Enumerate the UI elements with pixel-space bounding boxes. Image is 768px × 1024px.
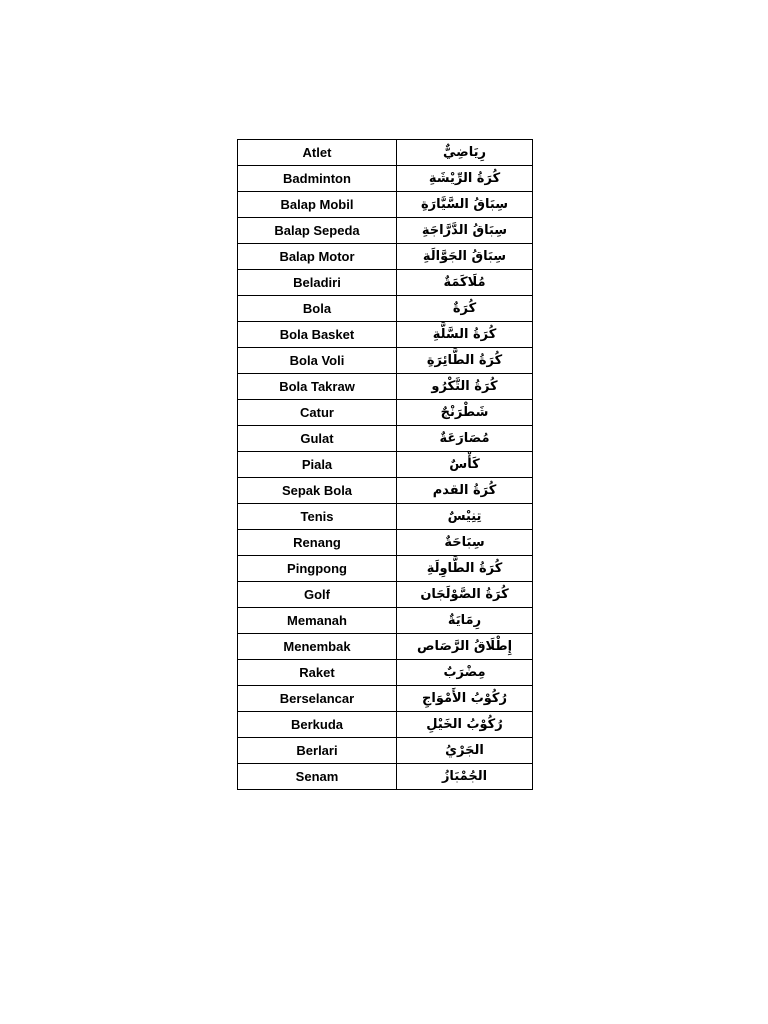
arabic-term: كُرَةُ الطَّائِرَةِ bbox=[397, 348, 533, 374]
table-row bbox=[238, 322, 533, 348]
arabic-term: سِبَاقُ السَّيَّارَةِ bbox=[397, 192, 533, 218]
table-row bbox=[238, 348, 533, 374]
indonesian-term: Piala bbox=[238, 452, 397, 478]
indonesian-term: Renang bbox=[238, 530, 397, 556]
arabic-term: كُرَةُ الطَّاوِلَةِ bbox=[397, 556, 533, 582]
indonesian-term: Memanah bbox=[238, 608, 397, 634]
table-row bbox=[238, 166, 533, 192]
table-row bbox=[238, 192, 533, 218]
arabic-term: رُكُوْبُ الأَمْوَاجِ bbox=[397, 686, 533, 712]
arabic-term: كُرَةُ الصَّوْلَجَان bbox=[397, 582, 533, 608]
table-row bbox=[238, 218, 533, 244]
indonesian-term: Berlari bbox=[238, 738, 397, 764]
indonesian-term: Senam bbox=[238, 764, 397, 790]
table-row bbox=[238, 582, 533, 608]
table-row bbox=[238, 738, 533, 764]
indonesian-term: Pingpong bbox=[238, 556, 397, 582]
table-row bbox=[238, 478, 533, 504]
table-row bbox=[238, 140, 533, 166]
arabic-term: مُصَارَعَةٌ bbox=[397, 426, 533, 452]
arabic-term: الجُمْبَازُ bbox=[397, 764, 533, 790]
arabic-term: مِضْرَبٌ bbox=[397, 660, 533, 686]
arabic-term: إِطْلَاقُ الرَّصَاص bbox=[397, 634, 533, 660]
arabic-term: رِمَايَةٌ bbox=[397, 608, 533, 634]
arabic-term: الجَرْيُ bbox=[397, 738, 533, 764]
table-row bbox=[238, 556, 533, 582]
arabic-term: سِبَاحَةٌ bbox=[397, 530, 533, 556]
arabic-term: كُرَةٌ bbox=[397, 296, 533, 322]
table-row bbox=[238, 374, 533, 400]
indonesian-term: Balap Motor bbox=[238, 244, 397, 270]
table-row bbox=[238, 270, 533, 296]
indonesian-term: Bola Takraw bbox=[238, 374, 397, 400]
indonesian-term: Beladiri bbox=[238, 270, 397, 296]
arabic-term: كُرَةُ الرِّيْشَةِ bbox=[397, 166, 533, 192]
table-row bbox=[238, 504, 533, 530]
indonesian-term: Badminton bbox=[238, 166, 397, 192]
indonesian-term: Tenis bbox=[238, 504, 397, 530]
table-row bbox=[238, 244, 533, 270]
table-row bbox=[238, 712, 533, 738]
indonesian-term: Berselancar bbox=[238, 686, 397, 712]
indonesian-term: Bola Basket bbox=[238, 322, 397, 348]
arabic-term: كُرَةُ التَّكْرُو bbox=[397, 374, 533, 400]
indonesian-term: Raket bbox=[238, 660, 397, 686]
table-row bbox=[238, 296, 533, 322]
arabic-term: كُرَةُ السَّلَّةِ bbox=[397, 322, 533, 348]
indonesian-term: Balap Sepeda bbox=[238, 218, 397, 244]
indonesian-term: Sepak Bola bbox=[238, 478, 397, 504]
arabic-term: رُكُوْبُ الخَيْلِ bbox=[397, 712, 533, 738]
indonesian-term: Bola Voli bbox=[238, 348, 397, 374]
table-row bbox=[238, 660, 533, 686]
indonesian-term: Menembak bbox=[238, 634, 397, 660]
table-row bbox=[238, 530, 533, 556]
indonesian-term: Atlet bbox=[238, 140, 397, 166]
table-row bbox=[238, 400, 533, 426]
table-row bbox=[238, 608, 533, 634]
indonesian-term: Berkuda bbox=[238, 712, 397, 738]
table-row bbox=[238, 426, 533, 452]
arabic-term: سِبَاقُ الدَّرَّاجَةِ bbox=[397, 218, 533, 244]
arabic-term: سِبَاقُ الجَوَّالَةِ bbox=[397, 244, 533, 270]
arabic-term: رِيَاضِيٌّ bbox=[397, 140, 533, 166]
table-row bbox=[238, 452, 533, 478]
arabic-term: تِنِيْسٌ bbox=[397, 504, 533, 530]
indonesian-term: Catur bbox=[238, 400, 397, 426]
vocabulary-table-body bbox=[238, 140, 533, 790]
arabic-term: مُلَاكَمَةٌ bbox=[397, 270, 533, 296]
table-row bbox=[238, 686, 533, 712]
table-row bbox=[238, 634, 533, 660]
table-row bbox=[238, 764, 533, 790]
indonesian-term: Balap Mobil bbox=[238, 192, 397, 218]
vocabulary-table bbox=[237, 139, 533, 790]
arabic-term: كُرَةُ القدم bbox=[397, 478, 533, 504]
arabic-term: كَأْسٌ bbox=[397, 452, 533, 478]
indonesian-term: Bola bbox=[238, 296, 397, 322]
indonesian-term: Gulat bbox=[238, 426, 397, 452]
arabic-term: شَطْرَنْجٌ bbox=[397, 400, 533, 426]
indonesian-term: Golf bbox=[238, 582, 397, 608]
